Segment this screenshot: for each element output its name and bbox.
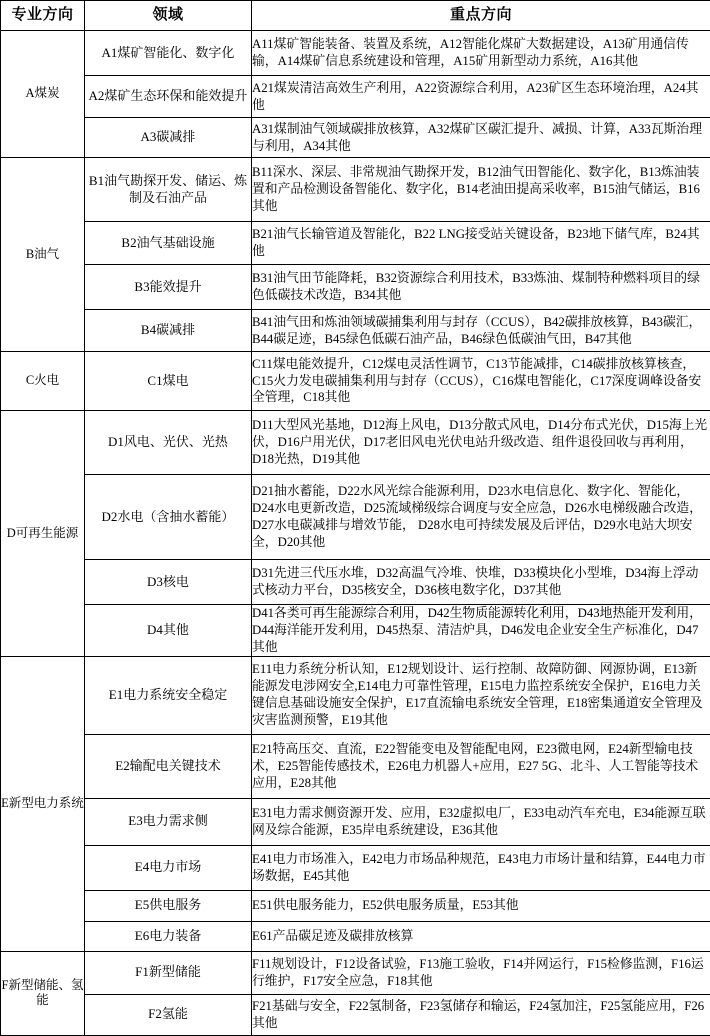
major-direction-cell: A煤炭	[1, 31, 85, 158]
table-row	[1, 605, 710, 657]
table-row	[1, 76, 710, 118]
focus-directions-cell: B41油气田和炼油领域碳捕集利用与封存（CCUS），B42碳排放核算，B43碳汇，B44碳足迹，B45绿色低碳石油产品，B46绿色低碳油气田，B47其他	[252, 310, 710, 352]
table-row	[1, 411, 710, 475]
focus-directions-cell: B31油气田节能降耗，B32资源综合利用技术，B33炼油、煤制特种燃料项目的绿色低碳技术改造，B34其他	[252, 265, 710, 310]
focus-directions-cell: B21油气长输管道及智能化，B22 LNG接受站关键设备，B23地下储气库，B24其他	[252, 222, 710, 265]
field-cell: B2油气基础设施	[85, 222, 252, 265]
field-cell: B1油气勘探开发、储运、炼制及石油产品	[85, 158, 252, 222]
table-row	[1, 31, 710, 76]
field-cell: F2氢能	[85, 994, 252, 1035]
field-cell: E3电力需求侧	[85, 798, 252, 845]
field-cell: A2煤矿生态环保和能效提升	[85, 76, 252, 118]
focus-directions-cell: D11大型风光基地，D12海上风电，D13分散式风电，D14分布式光伏，D15海上光伏，D16户用光伏，D17老旧风电光伏电站升级改造、组件退役回收与再利用，D18光热，D19其他	[252, 411, 710, 475]
field-cell: A1煤矿智能化、数字化	[85, 31, 252, 76]
field-cell: B3能效提升	[85, 265, 252, 310]
table-row	[1, 921, 710, 951]
focus-directions-cell: A11煤矿智能装备、装置及系统，A12智能化煤矿大数据建设，A13矿用通信传输，A14煤矿信息系统建设和管理，A15矿用新型动力系统，A16其他	[252, 31, 710, 76]
field-cell: E2输配电关键技术	[85, 734, 252, 798]
column-header-major: 专业方向	[1, 1, 85, 31]
field-cell: E5供电服务	[85, 890, 252, 921]
field-cell: A3碳减排	[85, 118, 252, 158]
focus-directions-cell: E41电力市场准入，E42电力市场品种规范，E43电力市场计量和结算，E44电力市场数据，E45其他	[252, 845, 710, 890]
column-header-focus: 重点方向	[252, 1, 710, 31]
focus-directions-cell: A31煤制油气领域碳排放核算，A32煤矿区碳汇提升、减损、计算，A33瓦斯治理与利用，A34其他	[252, 118, 710, 158]
focus-directions-cell: A21煤炭清洁高效生产利用，A22资源综合利用，A23矿区生态环境治理，A24其他	[252, 76, 710, 118]
table-row	[1, 352, 710, 411]
field-cell: C1煤电	[85, 352, 252, 411]
field-cell: D3核电	[85, 560, 252, 605]
table-row	[1, 118, 710, 158]
table-row	[1, 310, 710, 352]
table-row	[1, 734, 710, 798]
table-row	[1, 890, 710, 921]
major-direction-cell: E新型电力系统	[1, 656, 85, 951]
focus-directions-cell: B11深水、深层、非常规油气勘探开发，B12油气田智能化、数字化，B13炼油装置和产品检测设备智能化、数字化，B14老油田提高采收率，B15油气储运，B16其他	[252, 158, 710, 222]
major-direction-cell: F新型储能、氢能	[1, 951, 85, 1035]
table-row	[1, 222, 710, 265]
table-body	[1, 31, 710, 1036]
table-row	[1, 798, 710, 845]
table-row	[1, 845, 710, 890]
table-row	[1, 560, 710, 605]
table-row	[1, 265, 710, 310]
focus-directions-cell: D31先进三代压水堆，D32高温气冷堆、快堆，D33模块化小型堆，D34海上浮动式核动力平台，D35核安全，D36核电数字化，D37其他	[252, 560, 710, 605]
major-direction-cell: D可再生能源	[1, 411, 85, 657]
focus-directions-cell: E21特高压交、直流，E22智能变电及智能配电网，E23微电网，E24新型输电技术，E25智能传感技术，E26电力机器人+应用，E27 5G、北斗、人工智能等技术应用，E28其他	[252, 734, 710, 798]
table-row	[1, 158, 710, 222]
major-direction-cell: B油气	[1, 158, 85, 352]
field-cell: E1电力系统安全稳定	[85, 656, 252, 734]
table-row	[1, 994, 710, 1035]
focus-directions-cell: F21基础与安全，F22氢制备，F23氢储存和输运，F24氢加注，F25氢能应用，F26其他	[252, 994, 710, 1035]
field-cell: E4电力市场	[85, 845, 252, 890]
major-direction-cell: C火电	[1, 352, 85, 411]
table-header-row	[1, 1, 710, 31]
focus-directions-cell: D41各类可再生能源综合利用，D42生物质能源转化利用，D43地热能开发利用，D44海洋能开发利用，D45热泵、清洁炉具，D46发电企业安全生产标准化，D47其他	[252, 605, 710, 657]
field-cell: D2水电（含抽水蓄能）	[85, 475, 252, 560]
focus-directions-cell: E11电力系统分析认知，E12规划设计、运行控制、故障防御、网源协调，E13新能源发电涉网安全,E14电力可靠性管理，E15电力监控系统安全保护，E16电力关键信息基础设施安全保护，E17直流输电系统安全管理，E18密集通道安全管理及灾害监测预警，E19其他	[252, 656, 710, 734]
focus-directions-cell: E31电力需求侧资源开发、应用，E32虚拟电厂，E33电动汽车充电，E34能源互联网及综合能源，E35岸电系统建设，E36其他	[252, 798, 710, 845]
field-cell: E6电力装备	[85, 921, 252, 951]
table-row	[1, 656, 710, 734]
focus-directions-cell: D21抽水蓄能，D22水风光综合能源利用，D23水电信息化、数字化、智能化，D24水电更新改造，D25流域梯级综合调度与安全应急，D26水电梯级融合改造，D27水电碳减排与增效节能， D28水电可持续发展及后评估，D29水电站大坝安全，D20其他	[252, 475, 710, 560]
table-row	[1, 475, 710, 560]
focus-directions-cell: E51供电服务能力，E52供电服务质量，E53其他	[252, 890, 710, 921]
focus-directions-cell: F11规划设计，F12设备试验，F13施工验收，F14并网运行，F15检修监测，F16运行维护，F17安全应急，F18其他	[252, 951, 710, 994]
table-row	[1, 951, 710, 994]
field-cell: F1新型储能	[85, 951, 252, 994]
field-cell: D4其他	[85, 605, 252, 657]
field-cell: B4碳减排	[85, 310, 252, 352]
focus-directions-cell: E61产品碳足迹及碳排放核算	[252, 921, 710, 951]
field-cell: D1风电、光伏、光热	[85, 411, 252, 475]
focus-directions-cell: C11煤电能效提升，C12煤电灵活性调节，C13节能减排，C14碳排放核算核查，C15火力发电碳捕集利用与封存（CCUS），C16煤电智能化，C17深度调峰设备安全管理，C18其他	[252, 352, 710, 411]
column-header-field: 领域	[85, 1, 252, 31]
